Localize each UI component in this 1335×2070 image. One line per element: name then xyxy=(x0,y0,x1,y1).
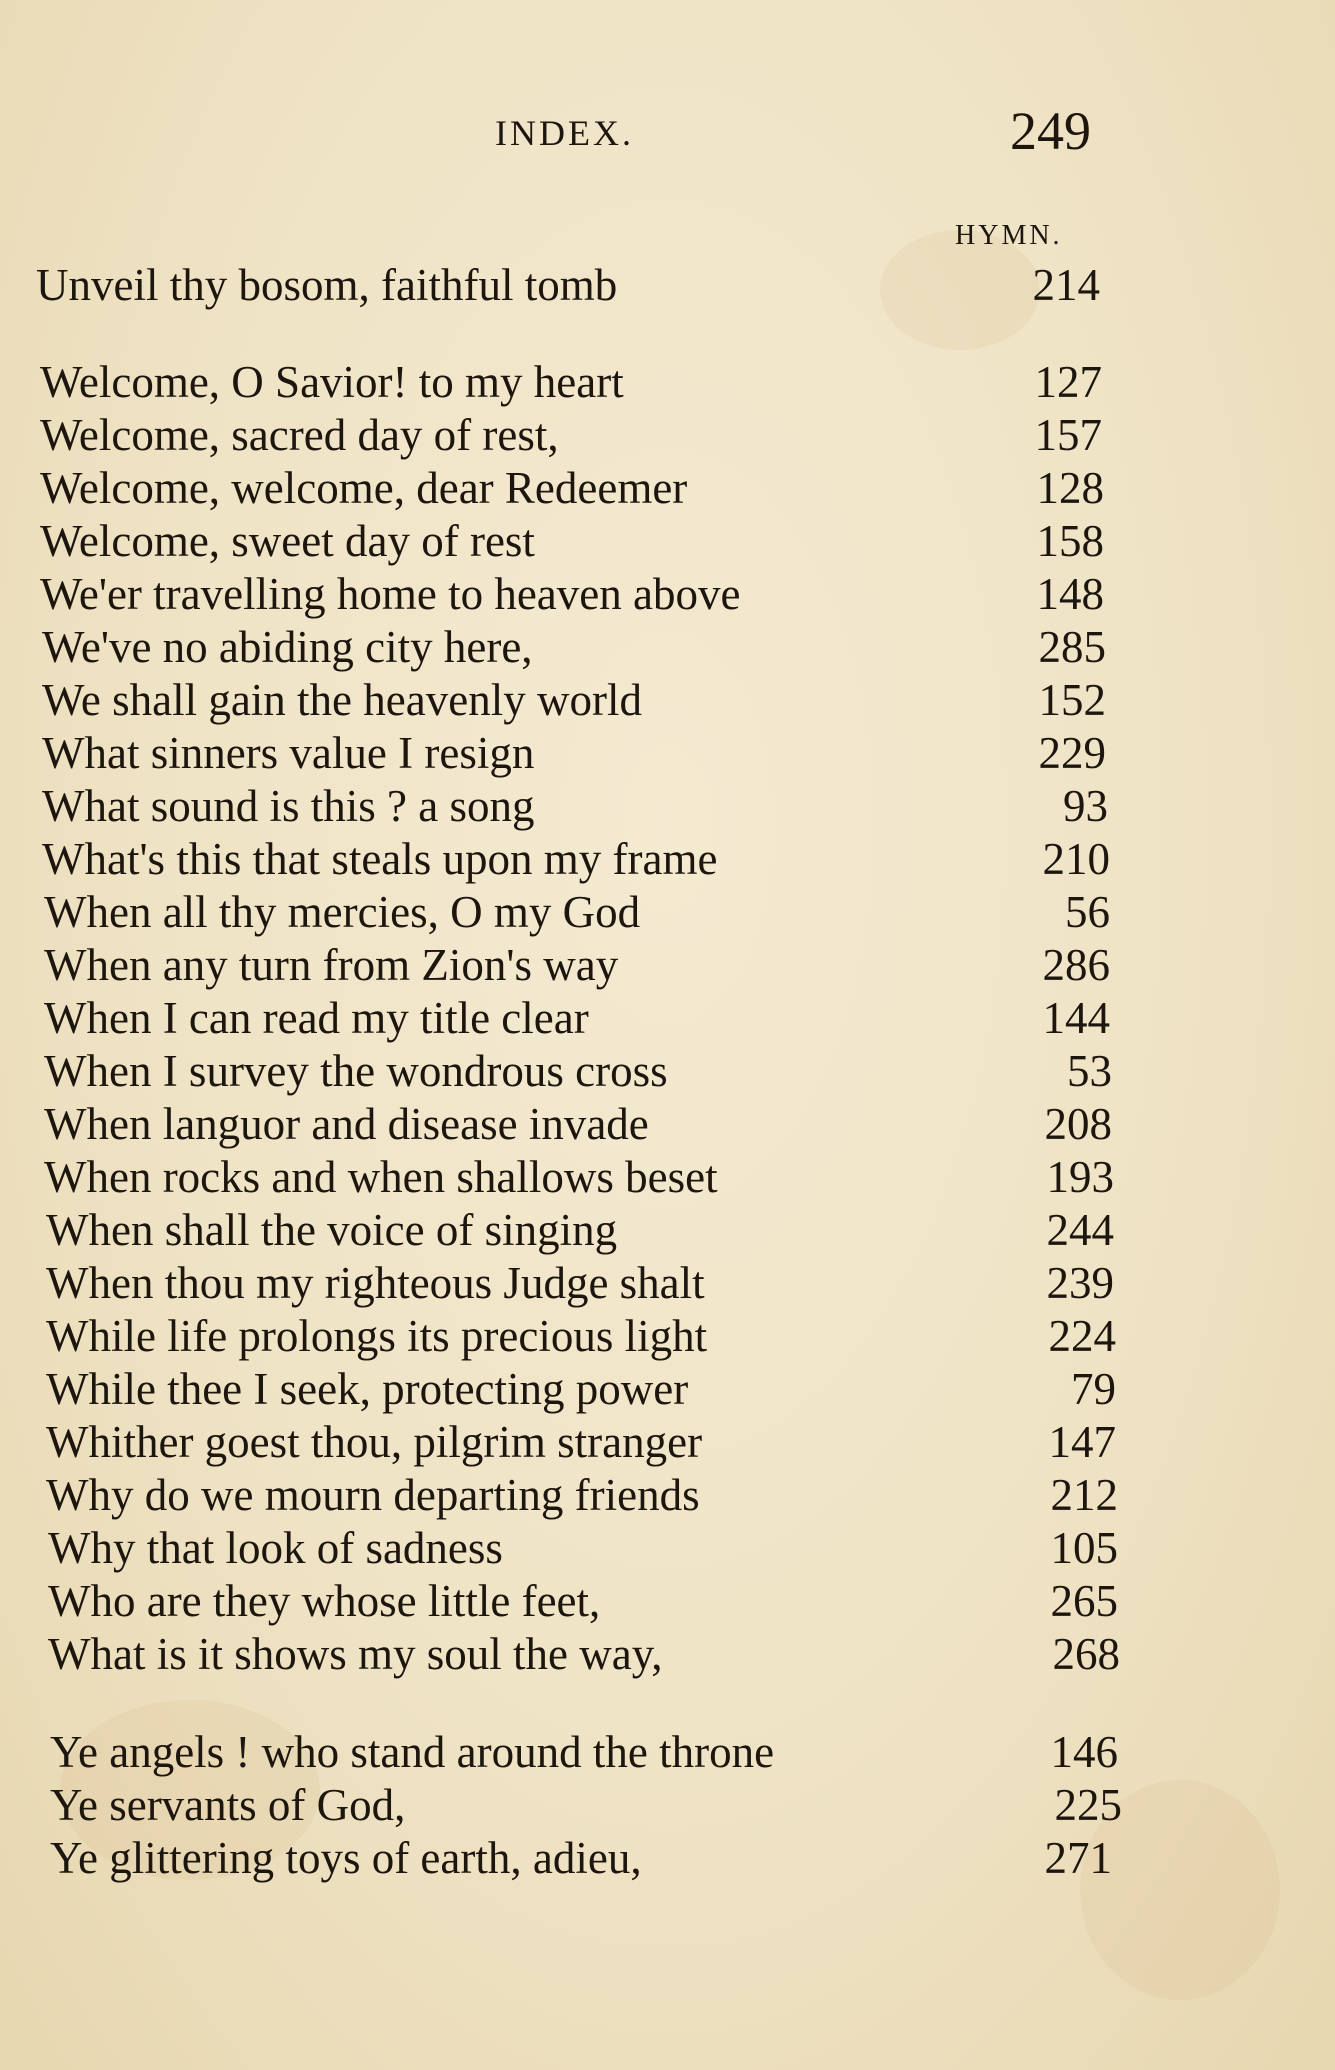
entry-first-line: While thee I seek, protecting power xyxy=(46,1364,689,1414)
entry-first-line: Ye servants of God, xyxy=(50,1780,406,1830)
entry-hymn-number: 225 xyxy=(1054,1780,1122,1830)
entry-hymn-number: 239 xyxy=(1046,1258,1114,1308)
index-entry xyxy=(0,1627,1335,1681)
entry-first-line: Why that look of sadness xyxy=(48,1523,503,1573)
entry-hymn-number: 128 xyxy=(1036,463,1104,513)
entry-first-line: When shall the voice of singing xyxy=(46,1205,618,1255)
index-entry xyxy=(0,1521,1335,1575)
entry-hymn-number: 127 xyxy=(1034,357,1102,407)
entry-first-line: When I survey the wondrous cross xyxy=(44,1046,668,1096)
entry-hymn-number: 144 xyxy=(1042,993,1110,1043)
entry-first-line: What is it shows my soul the way, xyxy=(48,1629,663,1679)
entry-first-line: Who are they whose little feet, xyxy=(48,1576,601,1626)
index-entry xyxy=(0,258,1335,312)
entry-first-line: When languor and disease invade xyxy=(44,1099,649,1149)
index-entry xyxy=(0,938,1335,992)
index-entry xyxy=(0,1468,1335,1522)
entry-first-line: When thou my righteous Judge shalt xyxy=(46,1258,705,1308)
entry-hymn-number: 105 xyxy=(1050,1523,1118,1573)
index-entry xyxy=(0,408,1335,462)
entry-first-line: Ye angels ! who stand around the throne xyxy=(50,1727,775,1777)
index-entry xyxy=(0,620,1335,674)
entry-hymn-number: 268 xyxy=(1052,1629,1120,1679)
index-entry xyxy=(0,567,1335,621)
entry-first-line: Ye glittering toys of earth, adieu, xyxy=(50,1833,642,1883)
entry-first-line: Welcome, welcome, dear Redeemer xyxy=(40,463,688,513)
index-entry xyxy=(0,1362,1335,1416)
index-entry xyxy=(0,1725,1335,1779)
entry-first-line: Welcome, sacred day of rest, xyxy=(40,410,559,460)
entry-first-line: When all thy mercies, O my God xyxy=(44,887,641,937)
entry-first-line: What sound is this ? a song xyxy=(42,781,535,831)
entry-hymn-number: 79 xyxy=(1071,1364,1116,1414)
entry-hymn-number: 56 xyxy=(1065,887,1110,937)
index-entry xyxy=(0,779,1335,833)
index-entry xyxy=(0,832,1335,886)
index-entry xyxy=(0,1203,1335,1257)
entry-hymn-number: 148 xyxy=(1036,569,1104,619)
entry-first-line: When any turn from Zion's way xyxy=(44,940,619,990)
entry-first-line: When rocks and when shallows beset xyxy=(44,1152,718,1202)
index-entry xyxy=(0,1256,1335,1310)
index-entry xyxy=(0,1097,1335,1151)
entry-first-line: Whither goest thou, pilgrim stranger xyxy=(46,1417,703,1467)
index-entry xyxy=(0,1150,1335,1204)
index-entry xyxy=(0,991,1335,1045)
index-entry xyxy=(0,673,1335,727)
entry-first-line: What sinners value I resign xyxy=(42,728,535,778)
entry-first-line: We've no abiding city here, xyxy=(42,622,533,672)
entry-first-line: We shall gain the heavenly world xyxy=(42,675,642,725)
entry-hymn-number: 265 xyxy=(1050,1576,1118,1626)
entry-hymn-number: 208 xyxy=(1044,1099,1112,1149)
entry-hymn-number: 147 xyxy=(1048,1417,1116,1467)
entry-first-line: Unveil thy bosom, faithful tomb xyxy=(36,260,618,310)
entry-hymn-number: 229 xyxy=(1038,728,1106,778)
entry-hymn-number: 146 xyxy=(1050,1727,1118,1777)
entry-first-line: Welcome, O Savior! to my heart xyxy=(40,357,624,407)
index-entry xyxy=(0,514,1335,568)
entry-first-line: We'er travelling home to heaven above xyxy=(40,569,741,619)
entry-hymn-number: 158 xyxy=(1036,516,1104,566)
page-number: 249 xyxy=(1010,101,1091,161)
entry-first-line: While life prolongs its precious light xyxy=(46,1311,708,1361)
index-entry xyxy=(0,1778,1335,1832)
index-entry xyxy=(0,726,1335,780)
hymn-column-label: HYMN. xyxy=(955,220,1063,251)
entry-hymn-number: 193 xyxy=(1046,1152,1114,1202)
entry-hymn-number: 93 xyxy=(1063,781,1108,831)
entry-first-line: Welcome, sweet day of rest xyxy=(40,516,535,566)
running-head: INDEX. xyxy=(495,113,634,153)
entry-first-line: When I can read my title clear xyxy=(44,993,589,1043)
entry-hymn-number: 157 xyxy=(1034,410,1102,460)
index-entry xyxy=(0,885,1335,939)
entry-hymn-number: 53 xyxy=(1067,1046,1112,1096)
index-entry xyxy=(0,355,1335,409)
index-entry xyxy=(0,1831,1335,1885)
index-entry xyxy=(0,1574,1335,1628)
entry-first-line: Why do we mourn departing friends xyxy=(46,1470,700,1520)
entry-hymn-number: 224 xyxy=(1048,1311,1116,1361)
index-entry xyxy=(0,1415,1335,1469)
entry-hymn-number: 214 xyxy=(1032,260,1100,310)
entry-hymn-number: 285 xyxy=(1038,622,1106,672)
entry-hymn-number: 244 xyxy=(1046,1205,1114,1255)
entry-hymn-number: 271 xyxy=(1044,1833,1112,1883)
entry-hymn-number: 212 xyxy=(1050,1470,1118,1520)
entry-hymn-number: 210 xyxy=(1042,834,1110,884)
index-entry xyxy=(0,461,1335,515)
entry-hymn-number: 286 xyxy=(1042,940,1110,990)
entry-hymn-number: 152 xyxy=(1038,675,1106,725)
entry-first-line: What's this that steals upon my frame xyxy=(42,834,718,884)
index-entry xyxy=(0,1044,1335,1098)
index-entry xyxy=(0,1309,1335,1363)
